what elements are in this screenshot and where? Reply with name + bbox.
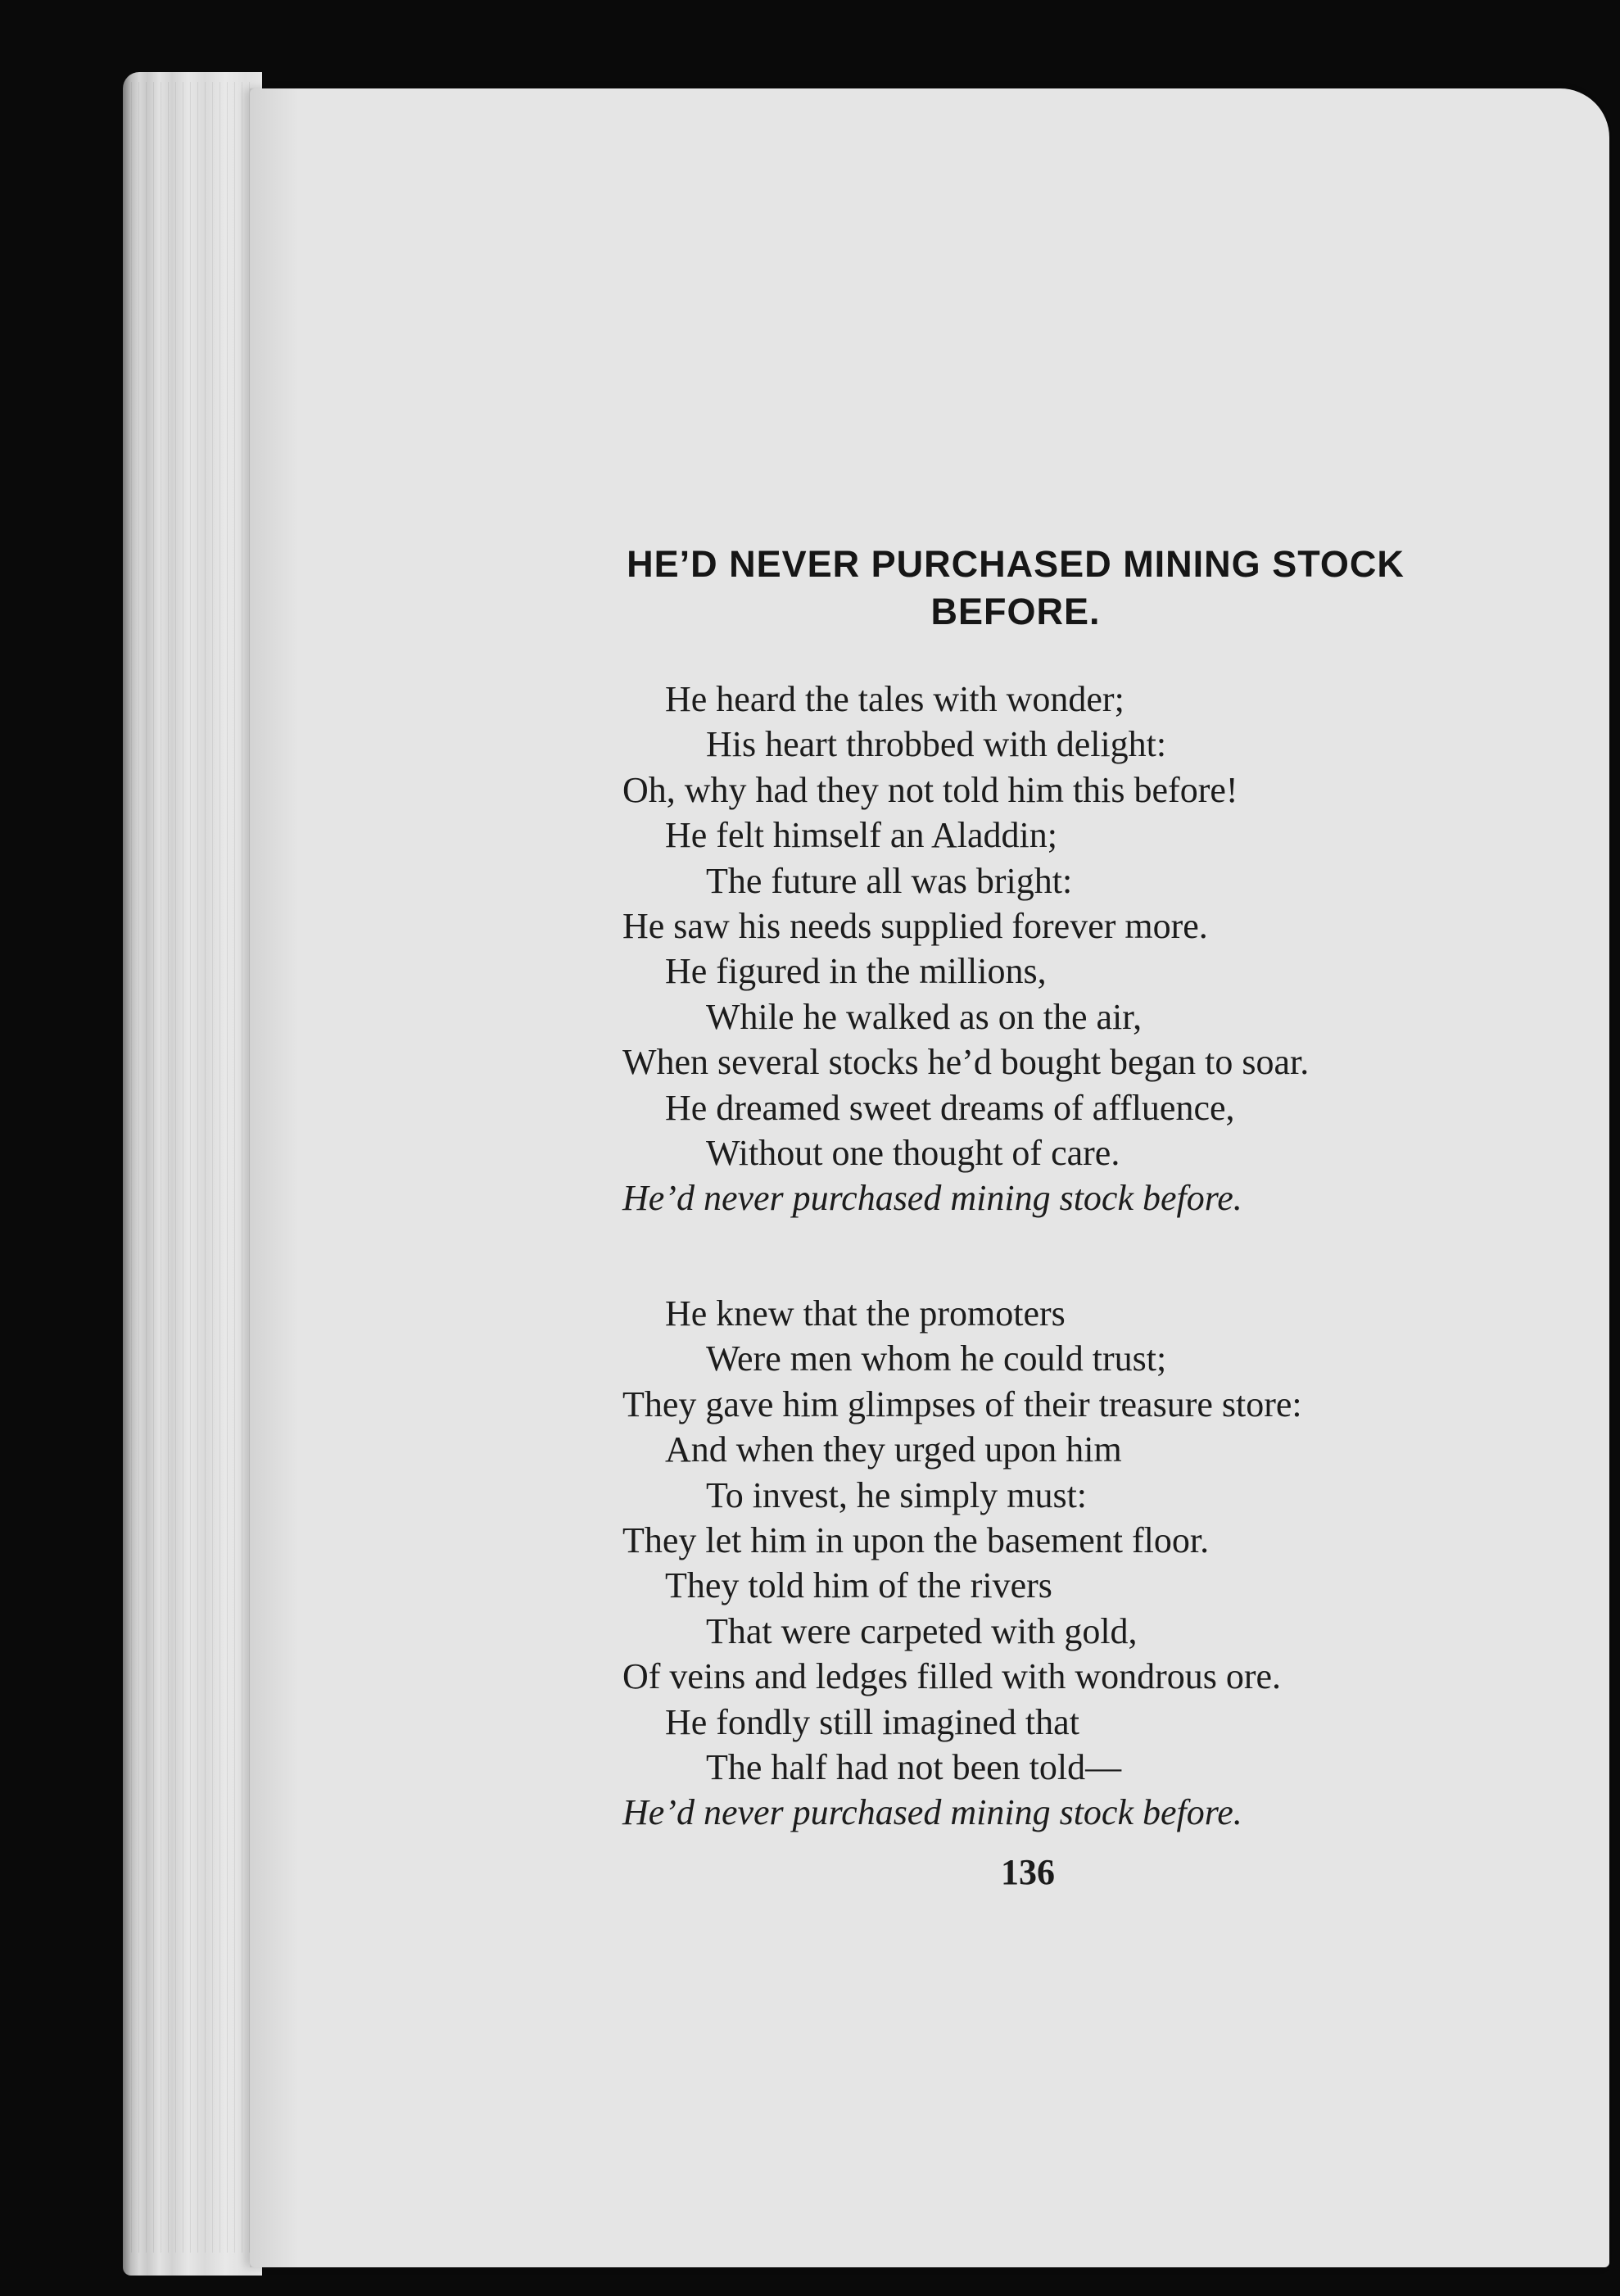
poem-line: They told him of the rivers [665,1565,1052,1606]
poem-line: He fondly still imagined that [665,1701,1079,1742]
poem-line: His heart throbbed with delight: [706,724,1167,765]
poem-title [524,541,1507,636]
poem-line: When several stocks he’d bought began to soar. [622,1042,1310,1083]
poem-line: Without one thought of care. [706,1132,1120,1173]
gutter-shadow [250,88,299,2267]
poem-line: They gave him glimpses of their treasure store: [622,1383,1302,1424]
poem-line: They let him in upon the basement floor. [622,1519,1210,1560]
poem-line: He dreamed sweet dreams of affluence, [665,1087,1235,1128]
poem-line: He knew that the promoters [665,1293,1066,1334]
poem-line: He felt himself an Aladdin; [665,815,1057,856]
poem-line: The future all was bright: [706,860,1073,901]
poem-title-line-2: BEFORE. [930,591,1101,632]
poem-line: That were carpeted with gold, [706,1610,1138,1651]
stanza-1 [622,677,1441,1221]
poem-title-line-1: HE’D NEVER PURCHASED MINING STOCK [627,543,1405,585]
poem-line: He heard the tales with wonder; [665,679,1124,719]
refrain-line: He’d never purchased mining stock before. [622,1792,1242,1833]
poem-line: The half had not been told— [706,1746,1122,1787]
poem-line: And when they urged upon him [665,1429,1122,1470]
page-edge-lines [131,82,254,2253]
stanza-2 [622,1291,1441,1836]
page-number: 136 [1001,1852,1055,1892]
poem-line: Of veins and ledges filled with wondrous ore. [622,1656,1282,1697]
poem-line: He figured in the millions, [665,951,1047,992]
poem-line: Were men whom he could trust; [706,1338,1167,1379]
poem-line: Oh, why had they not told him this before! [622,769,1238,810]
poem-line: To invest, he simply must: [706,1474,1088,1515]
refrain-line: He’d never purchased mining stock before. [622,1178,1242,1219]
poem-line: He saw his needs supplied forever more. [622,905,1208,946]
poem-line: While he walked as on the air, [706,996,1143,1037]
